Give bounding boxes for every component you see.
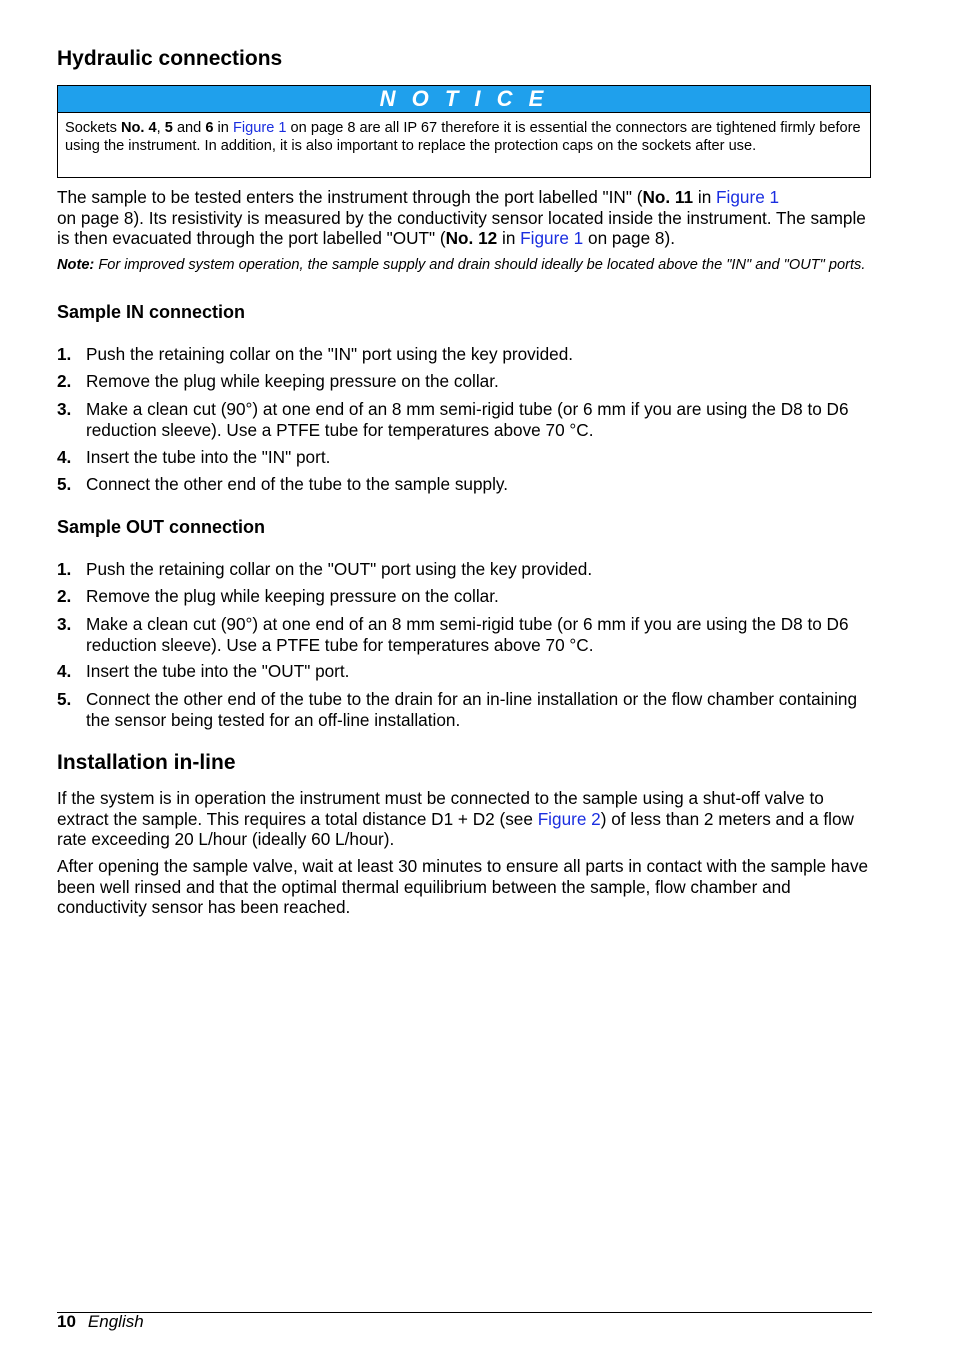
step-number: 2. [57, 586, 72, 606]
footer-divider [57, 1312, 872, 1313]
step-text: Remove the plug while keeping pressure on the collar. [86, 586, 499, 606]
figure-1-link[interactable]: Figure 1 [520, 228, 584, 249]
intro-paragraph [57, 187, 873, 249]
note-paragraph [57, 256, 873, 274]
footer-language: English [87, 1312, 144, 1331]
step-number: 4. [57, 661, 72, 681]
step-text: Make a clean cut (90°) at one end of an 8 mm semi-rigid tube (or 6 mm if you are using the D8 to D6 reduction sleeve). Use a PTFE tube for temperatures above 70 °C. [86, 399, 849, 440]
heading-installation-in-line: Installation in-line [57, 751, 236, 774]
intro-text-part: on page 8). Its resistivity is measured by the conductivity sensor located inside the instrument. The sample is then evacuated through the port labelled "OUT" ( [57, 207, 866, 249]
step-text: Connect the other end of the tube to the drain for an in-line installation or the flow chamber containing the sensor being tested for an off-line installation. [86, 689, 858, 730]
notice-text-part: in [213, 120, 233, 136]
heading-sample-in: Sample IN connection [57, 302, 246, 322]
page-footer [57, 1312, 144, 1332]
notice-bold-part: 5 [164, 120, 173, 136]
step-text: Remove the plug while keeping pressure on the collar. [86, 371, 499, 391]
intro-text-part: in [693, 187, 717, 207]
notice-title: N O T I C E [58, 86, 870, 113]
figure-2-link[interactable]: Figure 2 [537, 808, 601, 829]
step-number: 5. [57, 689, 72, 709]
inline-text-part: ) of less than 2 meters and a flow rate exceeding 20 L/hour (ideally 60 L/hour). [57, 808, 854, 850]
intro-bold-part: No. 11 [642, 187, 694, 207]
notice-text-part: and [172, 120, 206, 136]
step-number: 2. [57, 371, 72, 391]
notice-text-part: on page 8 are all IP 67 therefore it is essential the connectors are tightened firmly before using the instrument. In addition, it is also important to replace the protection caps on the sockets after use. [65, 120, 861, 154]
heading-sample-out: Sample OUT connection [57, 517, 266, 537]
inline-text-part: If the system is in operation the instrument must be connected to the sample using a shut-off valve to extract the sample. This requires a total distance D1 + D2 (see [57, 788, 824, 829]
page-number: 10 [57, 1312, 76, 1331]
step-text: Make a clean cut (90°) at one end of an 8 mm semi-rigid tube (or 6 mm if you are using the D8 to D6 reduction sleeve). Use a PTFE tube for temperatures above 70 °C. [86, 614, 849, 655]
step-number: 3. [57, 614, 72, 634]
step-text: Push the retaining collar on the "OUT" port using the key provided. [86, 559, 593, 579]
intro-bold-part: No. 12 [445, 228, 498, 249]
step-number: 4. [57, 447, 72, 467]
notice-text-part: , [156, 120, 165, 136]
intro-text-part: The sample to be tested enters the instrument through the port labelled "IN" ( [57, 187, 643, 207]
notice-text [58, 113, 870, 155]
step-number: 1. [57, 559, 72, 579]
figure-1-link[interactable]: Figure 1 [716, 187, 780, 207]
step-number: 5. [57, 474, 72, 494]
step-text: Push the retaining collar on the "IN" port using the key provided. [86, 344, 574, 364]
figure-1-link[interactable]: Figure 1 [232, 120, 287, 136]
note-text: For improved system operation, the sample supply and drain should ideally be located above the "IN" and "OUT" ports. [94, 257, 866, 273]
intro-text-part: in [497, 228, 521, 249]
step-number: 3. [57, 399, 72, 419]
intro-text-part: on page 8). [583, 228, 675, 249]
step-text: Insert the tube into the "IN" port. [86, 447, 331, 467]
heading-hydraulic-connections: Hydraulic connections [57, 47, 283, 70]
step-text: Connect the other end of the tube to the sample supply. [86, 474, 509, 494]
inline-paragraph-2: After opening the sample valve, wait at least 30 minutes to ensure all parts in contact with the sample have been well rinsed and that the optimal thermal equilibrium between the sample, flow chamber and conductivity sensor has been reached. [57, 856, 869, 918]
note-label: Note: [57, 257, 95, 273]
notice-box [57, 85, 871, 178]
notice-bold-part: No. 4 [120, 120, 157, 136]
inline-paragraph-1 [57, 788, 873, 850]
step-text: Insert the tube into the "OUT" port. [86, 661, 350, 681]
step-number: 1. [57, 344, 72, 364]
notice-bold-part: 6 [205, 120, 214, 136]
notice-text-part: Sockets [65, 120, 121, 136]
